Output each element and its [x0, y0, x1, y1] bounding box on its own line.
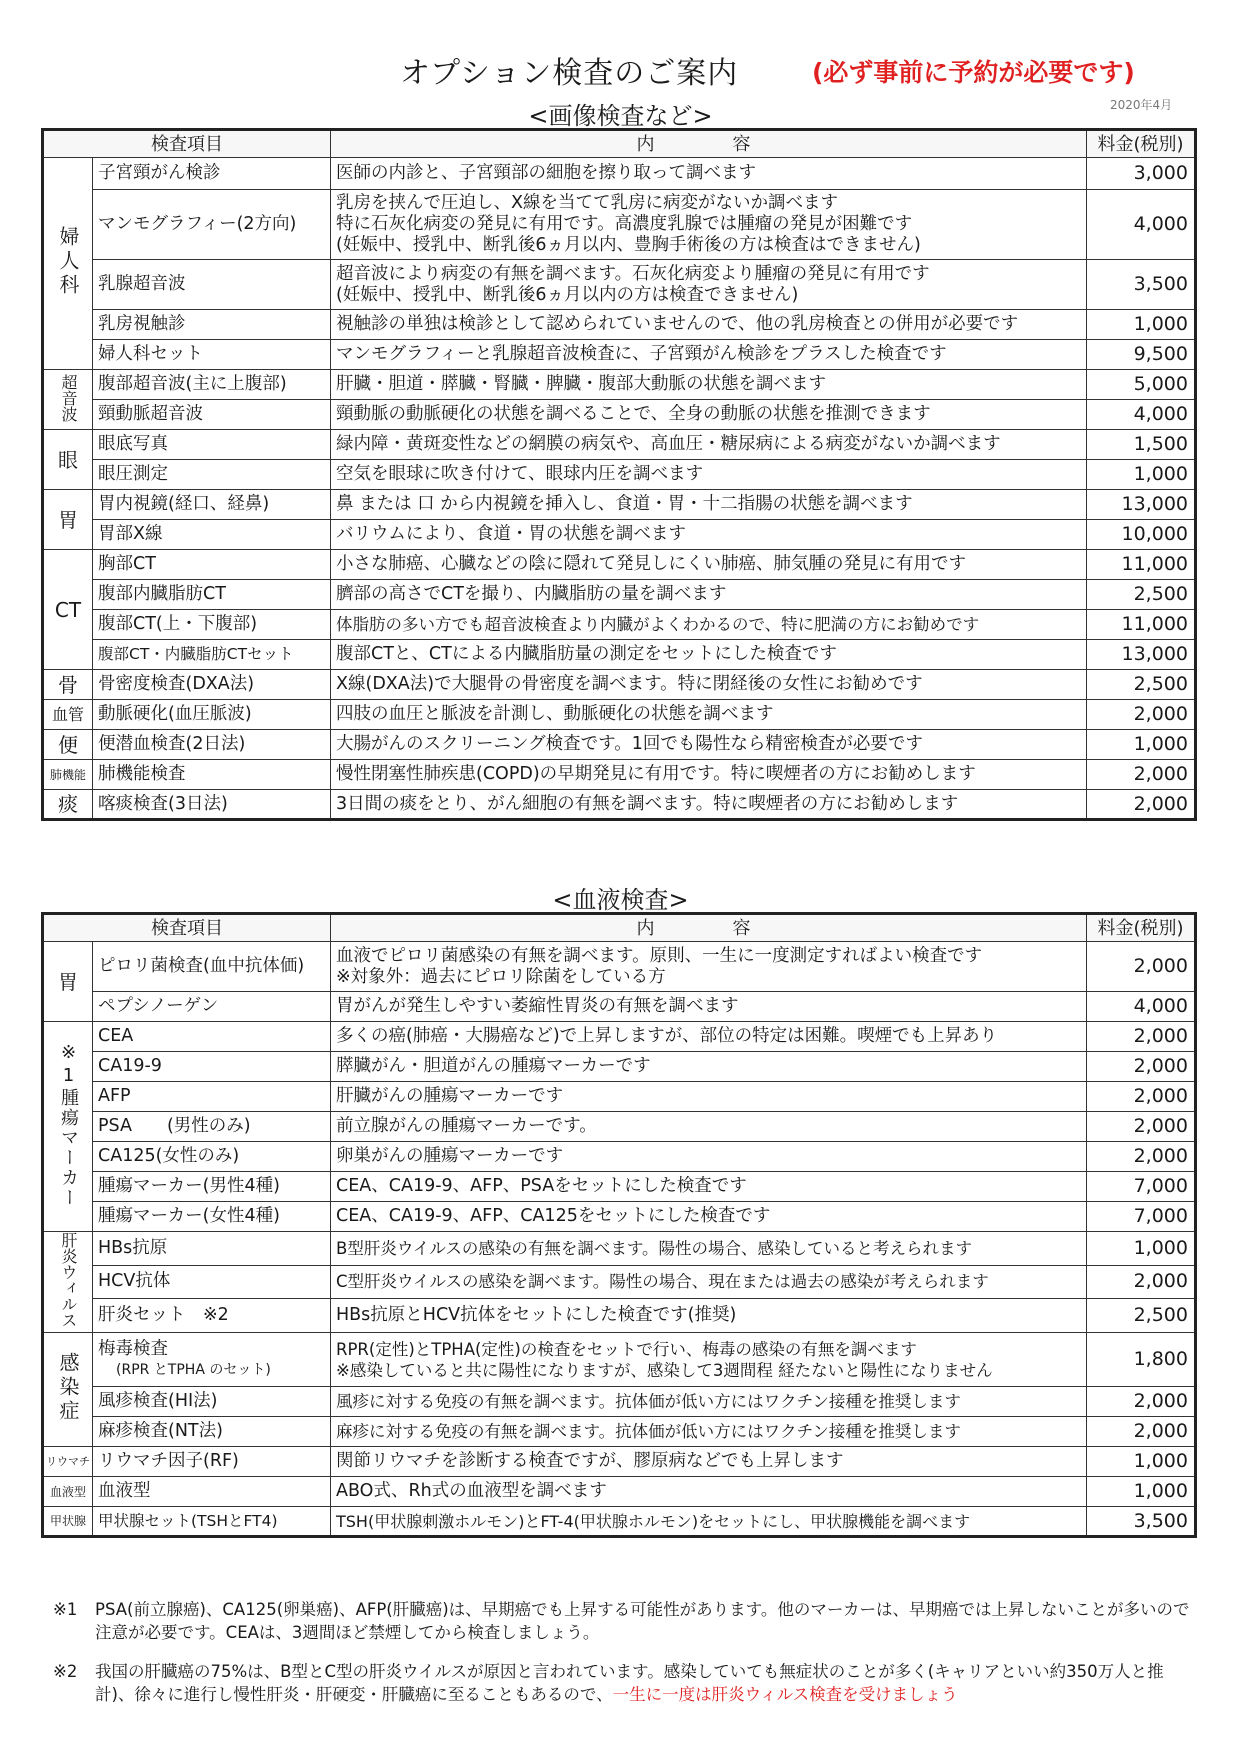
table-row — [43, 460, 1196, 490]
item-price: 2,500 — [1087, 670, 1196, 700]
table-row — [43, 1333, 1196, 1387]
category-vessel: 血管 — [43, 700, 93, 730]
item-desc: CEA、CA19-9、AFP、PSAをセットにした検査です — [331, 1172, 1087, 1202]
category-thyroid: 甲状腺 — [43, 1507, 93, 1537]
item-desc: 関節リウマチを診断する検査ですが、膠原病などでも上昇します — [331, 1447, 1087, 1477]
item-price: 4,000 — [1087, 190, 1196, 260]
table-row — [43, 370, 1196, 400]
item-price: 3,500 — [1087, 1507, 1196, 1537]
item-name: 肺機能検査 — [93, 760, 331, 790]
item-desc: 麻疹に対する免疫の有無を調べます。抗体価が低い方にはワクチン接種を推奨します — [331, 1417, 1087, 1447]
item-desc: 血液でピロリ菌感染の有無を調べます。原則、一生に一度測定すればよい検査です ※対象外：過去にピロリ除菌をしている方 — [331, 942, 1087, 992]
item-desc: 四肢の血圧と脈波を計測し、動脈硬化の状態を調べます — [331, 700, 1087, 730]
item-price: 1,000 — [1087, 730, 1196, 760]
item-desc: 空気を眼球に吹き付けて、眼球内圧を調べます — [331, 460, 1087, 490]
table-row — [43, 1172, 1196, 1202]
item-name: 麻疹検査(NT法) — [93, 1417, 331, 1447]
item-price: 10,000 — [1087, 520, 1196, 550]
item-desc: HBs抗原とHCV抗体をセットにした検査です(推奨) — [331, 1299, 1087, 1333]
category-stomach: 胃 — [43, 942, 93, 1022]
footnote-text: 我国の肝臓癌の75%は、B型とC型の肝炎ウイルスが原因と言われています。感染していても無症状のことが多く(キャリアといい約350万人と推計)、徐々に進行し慢性肝炎・肝硬変・肝臓癌に至ることもあるので、一生に一度は肝炎ウィルス検査を受けましょう — [95, 1662, 1164, 1704]
item-name: CA125(女性のみ) — [93, 1142, 331, 1172]
item-price: 2,000 — [1087, 1417, 1196, 1447]
table-row — [43, 730, 1196, 760]
footnote-text: PSA(前立腺癌)、CA125(卵巣癌)、AFP(肝臓癌)は、早期癌でも上昇する可能性があります。他のマーカーは、早期癌では上昇しないことが多いので注意が必要です。CEAは、3週間ほど禁煙してから検査しましょう。 — [95, 1600, 1190, 1642]
table-header-row — [43, 914, 1196, 942]
item-desc: 大腸がんのスクリーニング検査です。1回でも陽性なら精密検査が必要です — [331, 730, 1087, 760]
item-price: 3,000 — [1087, 158, 1196, 190]
item-name: 腹部内臓脂肪CT — [93, 580, 331, 610]
table-row — [43, 1022, 1196, 1052]
item-name: 腫瘍マーカー(男性4種) — [93, 1172, 331, 1202]
table-row — [43, 310, 1196, 340]
item-desc: 肝臓・胆道・膵臓・腎臓・脾臓・腹部大動脈の状態を調べます — [331, 370, 1087, 400]
item-desc: 視触診の単独は検診として認められていませんので、他の乳房検査との併用が必要です — [331, 310, 1087, 340]
item-price: 2,000 — [1087, 1142, 1196, 1172]
item-price: 11,000 — [1087, 610, 1196, 640]
item-price: 2,000 — [1087, 1082, 1196, 1112]
item-price: 1,000 — [1087, 1477, 1196, 1507]
item-name: CEA — [93, 1022, 331, 1052]
item-desc: 肝臓がんの腫瘍マーカーです — [331, 1082, 1087, 1112]
category-eye: 眼 — [43, 430, 93, 490]
imaging-section-title: <画像検査など> — [528, 102, 713, 130]
item-name: マンモグラフィー(2方向) — [93, 190, 331, 260]
item-price: 2,000 — [1087, 790, 1196, 820]
table-row — [43, 1299, 1196, 1333]
item-name: 腹部超音波(主に上腹部) — [93, 370, 331, 400]
table-row — [43, 700, 1196, 730]
table-row — [43, 1387, 1196, 1417]
page-header — [0, 48, 1241, 98]
table-row — [43, 1447, 1196, 1477]
item-name: 風疹検査(HI法) — [93, 1387, 331, 1417]
imaging-table — [41, 128, 1197, 821]
item-price: 5,000 — [1087, 370, 1196, 400]
item-price: 1,000 — [1087, 460, 1196, 490]
item-desc: バリウムにより、食道・胃の状態を調べます — [331, 520, 1087, 550]
item-price: 2,000 — [1087, 1387, 1196, 1417]
item-desc: 鼻 または 口 から内視鏡を挿入し、食道・胃・十二指腸の状態を調べます — [331, 490, 1087, 520]
table-row — [43, 260, 1196, 310]
item-name: CA19-9 — [93, 1052, 331, 1082]
item-price: 1,000 — [1087, 310, 1196, 340]
table-row — [43, 1232, 1196, 1266]
category-bone: 骨 — [43, 670, 93, 700]
table-row — [43, 580, 1196, 610]
item-name: 腹部CT(上・下腹部) — [93, 610, 331, 640]
item-desc: TSH(甲状腺刺激ホルモン)とFT-4(甲状腺ホルモン)をセットにし、甲状腺機能を調べます — [331, 1507, 1087, 1537]
item-price: 2,500 — [1087, 580, 1196, 610]
item-price: 1,000 — [1087, 1232, 1196, 1266]
category-tumor-marker: ※1腫瘍マーカー — [43, 1022, 93, 1232]
table-row — [43, 670, 1196, 700]
table-row — [43, 1202, 1196, 1232]
item-price: 2,000 — [1087, 942, 1196, 992]
footnote-1 — [53, 1598, 1193, 1644]
item-desc: 医師の内診と、子宮頸部の細胞を擦り取って調べます — [331, 158, 1087, 190]
table-row — [43, 1507, 1196, 1537]
table-row — [43, 1052, 1196, 1082]
table-row — [43, 790, 1196, 820]
item-name: ピロリ菌検査(血中抗体価) — [93, 942, 331, 992]
item-desc: 体脂肪の多い方でも超音波検査より内臓がよくわかるので、特に肥満の方にお勧めです — [331, 610, 1087, 640]
table-row — [43, 430, 1196, 460]
category-ultrasound: 超音波 — [43, 370, 93, 430]
footnote-mark: ※2 — [53, 1662, 78, 1681]
item-name: 眼圧測定 — [93, 460, 331, 490]
item-price: 9,500 — [1087, 340, 1196, 370]
issue-date: 2020年4月 — [1110, 98, 1173, 112]
item-price: 2,000 — [1087, 760, 1196, 790]
footnote-highlight: 一生に一度は肝炎ウィルス検査を受けましょう — [612, 1685, 958, 1704]
item-name: 胸部CT — [93, 550, 331, 580]
item-price: 2,000 — [1087, 1022, 1196, 1052]
page-title: オプション検査のご案内 — [400, 56, 739, 91]
table-row — [43, 400, 1196, 430]
category-stool: 便 — [43, 730, 93, 760]
table-row — [43, 1417, 1196, 1447]
table-row — [43, 1265, 1196, 1299]
item-name: 婦人科セット — [93, 340, 331, 370]
header-content: 内 容 — [331, 130, 1087, 158]
item-desc: 胃がんが発生しやすい萎縮性胃炎の有無を調べます — [331, 992, 1087, 1022]
item-name: 甲状腺セット(TSHとFT4) — [93, 1507, 331, 1537]
item-desc: CEA、CA19-9、AFP、CA125をセットにした検査です — [331, 1202, 1087, 1232]
item-name: PSA (男性のみ) — [93, 1112, 331, 1142]
item-name: 便潜血検査(2日法) — [93, 730, 331, 760]
item-name: リウマチ因子(RF) — [93, 1447, 331, 1477]
item-price: 11,000 — [1087, 550, 1196, 580]
table-row — [43, 1082, 1196, 1112]
item-desc: 小さな肺癌、心臓などの陰に隠れて発見しにくい肺癌、肺気腫の発見に有用です — [331, 550, 1087, 580]
table-header-row — [43, 130, 1196, 158]
table-row — [43, 158, 1196, 190]
item-desc: 多くの癌(肺癌・大腸癌など)で上昇しますが、部位の特定は困難。喫煙でも上昇あり — [331, 1022, 1087, 1052]
item-name: 頸動脈超音波 — [93, 400, 331, 430]
item-price: 1,500 — [1087, 430, 1196, 460]
footnote-mark: ※1 — [53, 1600, 78, 1619]
category-rheuma: リウマチ — [43, 1447, 93, 1477]
table-row — [43, 550, 1196, 580]
item-name: 胃部X線 — [93, 520, 331, 550]
table-row — [43, 190, 1196, 260]
item-desc: 慢性閉塞性肺疾患(COPD)の早期発見に有用です。特に喫煙者の方にお勧めします — [331, 760, 1087, 790]
header-item: 検査項目 — [43, 130, 331, 158]
item-desc: 超音波により病変の有無を調べます。石灰化病変より腫瘤の発見に有用です (妊娠中、授乳中、断乳後6ヵ月以内の方は検査できません) — [331, 260, 1087, 310]
item-desc: 卵巣がんの腫瘍マーカーです — [331, 1142, 1087, 1172]
item-name: 肝炎セット ※2 — [93, 1299, 331, 1333]
item-price: 7,000 — [1087, 1172, 1196, 1202]
table-row — [43, 760, 1196, 790]
item-desc: 緑内障・黄斑変性などの網膜の病気や、高血圧・糖尿病による病変がないか調べます — [331, 430, 1087, 460]
item-desc: 臍部の高さでCTを撮り、内臓脂肪の量を調べます — [331, 580, 1087, 610]
header-price: 料金(税別) — [1087, 130, 1196, 158]
item-price: 4,000 — [1087, 400, 1196, 430]
item-name: AFP — [93, 1082, 331, 1112]
header-content: 内 容 — [331, 914, 1087, 942]
category-gynecology: 婦人科 — [43, 158, 93, 370]
item-name: 骨密度検査(DXA法) — [93, 670, 331, 700]
category-stomach: 胃 — [43, 490, 93, 550]
table-row — [43, 610, 1196, 640]
item-desc: ABO式、Rh式の血液型を調べます — [331, 1477, 1087, 1507]
item-desc: 腹部CTと、CTによる内臓脂肪量の測定をセットにした検査です — [331, 640, 1087, 670]
blood-table — [41, 912, 1197, 1538]
table-row — [43, 490, 1196, 520]
item-price: 2,000 — [1087, 1112, 1196, 1142]
item-name: 乳腺超音波 — [93, 260, 331, 310]
item-desc: 前立腺がんの腫瘍マーカーです。 — [331, 1112, 1087, 1142]
item-name: HCV抗体 — [93, 1265, 331, 1299]
item-price: 2,000 — [1087, 1052, 1196, 1082]
item-price: 2,000 — [1087, 700, 1196, 730]
table-row — [43, 1477, 1196, 1507]
item-desc: C型肝炎ウイルスの感染を調べます。陽性の場合、現在または過去の感染が考えられます — [331, 1265, 1087, 1299]
item-desc: 3日間の痰をとり、がん細胞の有無を調べます。特に喫煙者の方にお勧めします — [331, 790, 1087, 820]
item-name: 腹部CT・内臓脂肪CTセット — [93, 640, 331, 670]
item-price: 3,500 — [1087, 260, 1196, 310]
item-name: 動脈硬化(血圧脈波) — [93, 700, 331, 730]
category-bloodtype: 血液型 — [43, 1477, 93, 1507]
item-desc: 膵臓がん・胆道がんの腫瘍マーカーです — [331, 1052, 1087, 1082]
table-row — [43, 640, 1196, 670]
item-price: 13,000 — [1087, 640, 1196, 670]
item-name: 血液型 — [93, 1477, 331, 1507]
category-infection: 感染症 — [43, 1333, 93, 1447]
item-desc: 頸動脈の動脈硬化の状態を調べることで、全身の動脈の状態を推測できます — [331, 400, 1087, 430]
item-price: 2,500 — [1087, 1299, 1196, 1333]
item-name: 眼底写真 — [93, 430, 331, 460]
item-price: 2,000 — [1087, 1265, 1196, 1299]
item-price: 1,800 — [1087, 1333, 1196, 1387]
item-name: 喀痰検査(3日法) — [93, 790, 331, 820]
item-name: 乳房視触診 — [93, 310, 331, 340]
table-row — [43, 340, 1196, 370]
category-lung: 肺機能 — [43, 760, 93, 790]
reservation-note: (必ず事前に予約が必要です) — [812, 58, 1135, 87]
table-row — [43, 942, 1196, 992]
item-desc: 風疹に対する免疫の有無を調べます。抗体価が低い方にはワクチン接種を推奨します — [331, 1387, 1087, 1417]
category-sputum: 痰 — [43, 790, 93, 820]
item-name: 胃内視鏡(経口、経鼻) — [93, 490, 331, 520]
item-price: 7,000 — [1087, 1202, 1196, 1232]
item-price: 1,000 — [1087, 1447, 1196, 1477]
blood-section-title: <血液検査> — [552, 886, 689, 914]
item-name: ペプシノーゲン — [93, 992, 331, 1022]
item-name: 梅毒検査 (RPR とTPHA のセット) — [93, 1333, 331, 1387]
item-price: 4,000 — [1087, 992, 1196, 1022]
item-desc: 乳房を挟んで圧迫し、X線を当てて乳房に病変がないか調べます 特に石灰化病変の発見に有用です。高濃度乳腺では腫瘤の発見が困難です (妊娠中、授乳中、断乳後6ヵ月以内、豊胸手術後の方は検査はできません) — [331, 190, 1087, 260]
header-price: 料金(税別) — [1087, 914, 1196, 942]
table-row — [43, 992, 1196, 1022]
table-row — [43, 1142, 1196, 1172]
category-ct: CT — [43, 550, 93, 670]
item-desc: RPR(定性)とTPHA(定性)の検査をセットで行い、梅毒の感染の有無を調べます ※感染していると共に陽性になりますが、感染して3週間程 経たないと陽性になりません — [331, 1333, 1087, 1387]
item-desc: マンモグラフィーと乳腺超音波検査に、子宮頸がん検診をプラスした検査です — [331, 340, 1087, 370]
item-name: HBs抗原 — [93, 1232, 331, 1266]
item-desc: X線(DXA法)で大腿骨の骨密度を調べます。特に閉経後の女性にお勧めです — [331, 670, 1087, 700]
header-item: 検査項目 — [43, 914, 331, 942]
item-name: 子宮頸がん検診 — [93, 158, 331, 190]
category-hepatitis: 肝炎ウィルス — [43, 1232, 93, 1333]
table-row — [43, 1112, 1196, 1142]
item-desc: B型肝炎ウイルスの感染の有無を調べます。陽性の場合、感染していると考えられます — [331, 1232, 1087, 1266]
item-price: 13,000 — [1087, 490, 1196, 520]
item-name: 腫瘍マーカー(女性4種) — [93, 1202, 331, 1232]
table-row — [43, 520, 1196, 550]
footnote-2 — [53, 1660, 1193, 1706]
